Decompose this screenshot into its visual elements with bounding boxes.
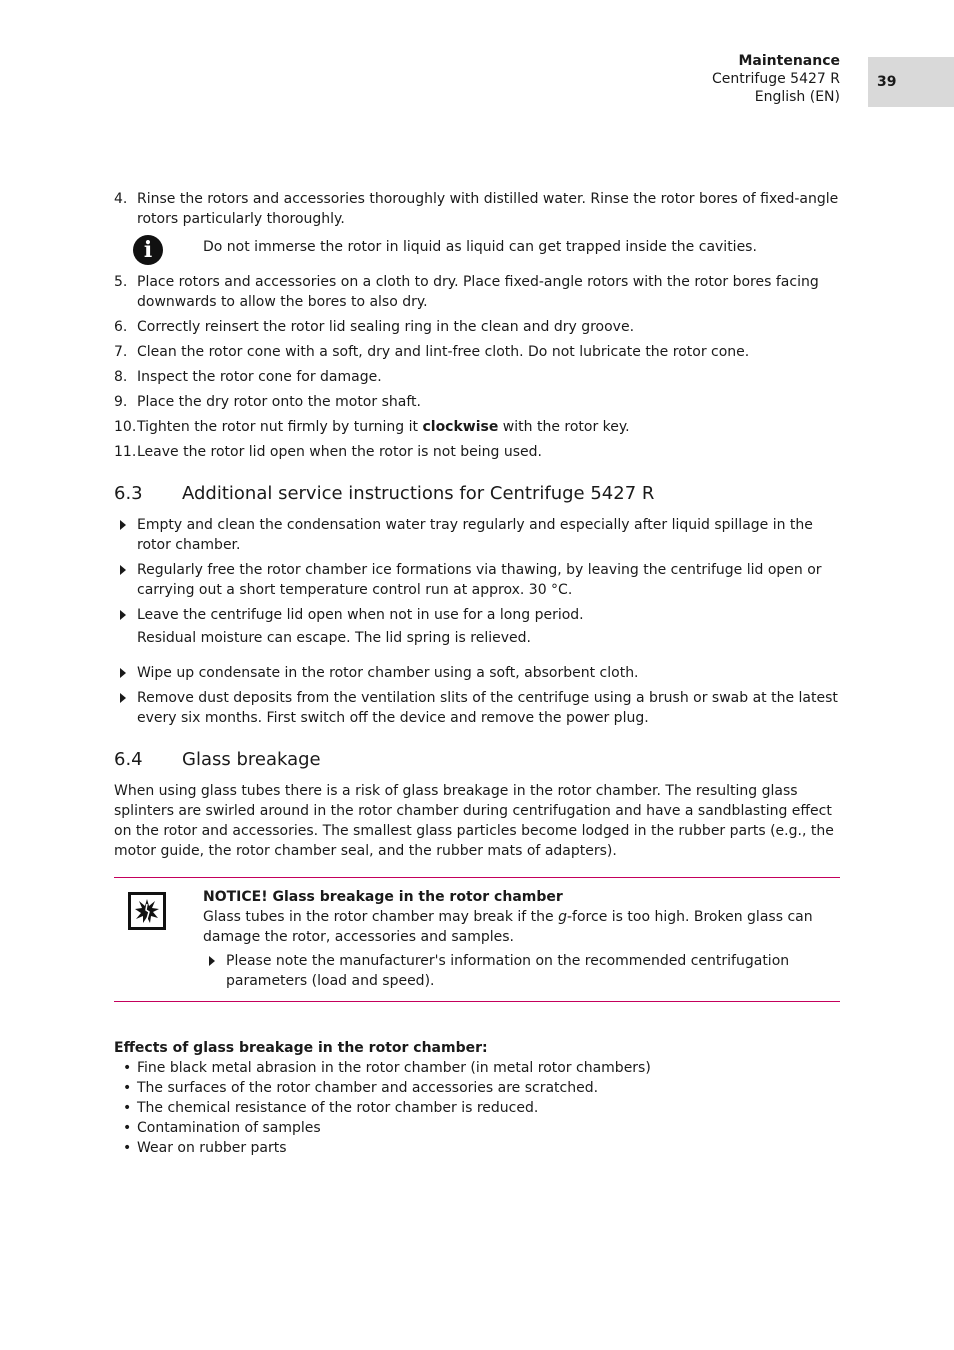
step-5 (114, 272, 840, 312)
header-language: English (EN) (754, 89, 840, 105)
effects-list-item (114, 1058, 840, 1078)
page-number-tab (868, 57, 954, 107)
bullet-dot-icon: • (123, 1060, 132, 1076)
effects-item-text: The chemical resistance of the rotor chamber is reduced. (137, 1100, 539, 1116)
arrow-bullet-icon (120, 668, 126, 678)
step-number: 7. (114, 344, 128, 360)
arrow-bullet-icon (209, 956, 215, 966)
step-6 (114, 317, 840, 337)
notice-title: NOTICE! Glass breakage in the rotor chamber (203, 889, 563, 905)
notice-text-pre: Glass tubes in the rotor chamber may break if the (203, 909, 559, 925)
step-text: Leave the rotor lid open when the rotor is not being used. (137, 444, 542, 460)
effects-item-text: Contamination of samples (137, 1120, 321, 1136)
step-text-post: with the rotor key. (498, 419, 630, 435)
step-text: Place the dry rotor onto the motor shaft. (137, 394, 421, 410)
step-text: Place rotors and accessories on a cloth to dry. Place fixed-angle rotors with the rotor bores facing downwards to allow the bores to also dry. (137, 274, 819, 310)
instruction-result: Residual moisture can escape. The lid spring is relieved. (137, 630, 531, 646)
instruction-item (114, 515, 840, 555)
notice-box (114, 877, 840, 1002)
instruction-item (114, 688, 840, 728)
instruction-item (114, 663, 840, 683)
effects-item-text: Fine black metal abrasion in the rotor chamber (in metal rotor chambers) (137, 1060, 651, 1076)
section-title: Glass breakage (182, 749, 321, 770)
section-number: 6.3 (114, 483, 143, 504)
instruction-text: Remove dust deposits from the ventilation slits of the centrifuge using a brush or swab at the latest every six months. First switch off the device and remove the power plug. (137, 690, 838, 726)
bullet-dot-icon: • (123, 1120, 132, 1136)
step-number: 10. (114, 419, 137, 435)
step-9 (114, 392, 840, 412)
bullet-dot-icon: • (123, 1140, 132, 1156)
step-8 (114, 367, 840, 387)
glass-breakage-warning-icon (128, 892, 166, 930)
bullet-dot-icon: • (123, 1100, 132, 1116)
effects-list-item (114, 1138, 840, 1158)
instruction-item (114, 605, 840, 625)
step-number: 6. (114, 319, 128, 335)
arrow-bullet-icon (120, 610, 126, 620)
arrow-bullet-icon (120, 565, 126, 575)
effects-item-text: The surfaces of the rotor chamber and accessories are scratched. (137, 1080, 599, 1096)
section-heading-6-3 (114, 482, 840, 506)
step-text: Clean the rotor cone with a soft, dry and lint-free cloth. Do not lubricate the rotor cone. (137, 344, 750, 360)
step-number: 9. (114, 394, 128, 410)
notice-action-text: Please note the manufacturer's information on the recommended centrifugation parameters (load and speed). (226, 953, 790, 989)
instruction-text: Empty and clean the condensation water tray regularly and especially after liquid spillage in the rotor chamber. (137, 517, 813, 553)
header-section-title: Maintenance (738, 53, 840, 69)
step-text: Inspect the rotor cone for damage. (137, 369, 382, 385)
arrow-bullet-icon (120, 693, 126, 703)
effects-list-item (114, 1098, 840, 1118)
step-number: 5. (114, 274, 128, 290)
section-number: 6.4 (114, 749, 143, 770)
instruction-text: Wipe up condensate in the rotor chamber using a soft, absorbent cloth. (137, 665, 639, 681)
notice-text-post: -force is too high. Broken glass can damage the rotor, accessories and samples. (203, 909, 813, 945)
step-10 (114, 417, 840, 437)
step-11 (114, 442, 840, 462)
instruction-item (114, 560, 840, 600)
info-note (114, 235, 840, 269)
step-number: 4. (114, 191, 128, 207)
step-4 (114, 189, 840, 229)
notice-text-symbol: g (558, 909, 567, 925)
info-note-text: Do not immerse the rotor in liquid as liquid can get trapped inside the cavities. (203, 239, 757, 255)
header-product: Centrifuge 5427 R (712, 71, 840, 87)
instruction-text: Regularly free the rotor chamber ice formations via thawing, by leaving the centrifuge lid open or carrying out a short temperature control run at approx. 30 °C. (137, 562, 822, 598)
step-text-pre: Tighten the rotor nut firmly by turning it (137, 419, 423, 435)
step-7 (114, 342, 840, 362)
info-icon: i (133, 235, 163, 265)
step-text-emphasis: clockwise (422, 419, 499, 435)
instruction-text: Leave the centrifuge lid open when not in use for a long period. (137, 607, 584, 623)
bullet-dot-icon: • (123, 1080, 132, 1096)
step-text: Rinse the rotors and accessories thoroughly with distilled water. Rinse the rotor bores of fixed-angle rotors particularly thoroughly. (137, 191, 839, 227)
effects-list-item (114, 1078, 840, 1098)
section-heading-6-4 (114, 748, 840, 772)
arrow-bullet-icon (120, 520, 126, 530)
page-number: 39 (877, 74, 897, 90)
step-number: 8. (114, 369, 128, 385)
running-header (712, 52, 840, 106)
effects-list-item (114, 1118, 840, 1138)
step-number: 11. (114, 444, 137, 460)
glass-breakage-paragraph: When using glass tubes there is a risk of glass breakage in the rotor chamber. The resulting glass splinters are swirled around in the rotor chamber during centrifugation and have a sandblasting effect on the rotor and accessories. The smallest glass particles become lodged in the rubber parts (e.g., the motor guide, the rotor chamber seal, and the rubber mats of adapters). (114, 783, 834, 859)
effects-heading: Effects of glass breakage in the rotor chamber: (114, 1040, 488, 1056)
step-text: Correctly reinsert the rotor lid sealing ring in the clean and dry groove. (137, 319, 635, 335)
notice-action (203, 951, 840, 991)
page-content (114, 189, 840, 1158)
effects-item-text: Wear on rubber parts (137, 1140, 287, 1156)
notice-text (203, 907, 840, 947)
section-title: Additional service instructions for Centrifuge 5427 R (182, 483, 655, 504)
